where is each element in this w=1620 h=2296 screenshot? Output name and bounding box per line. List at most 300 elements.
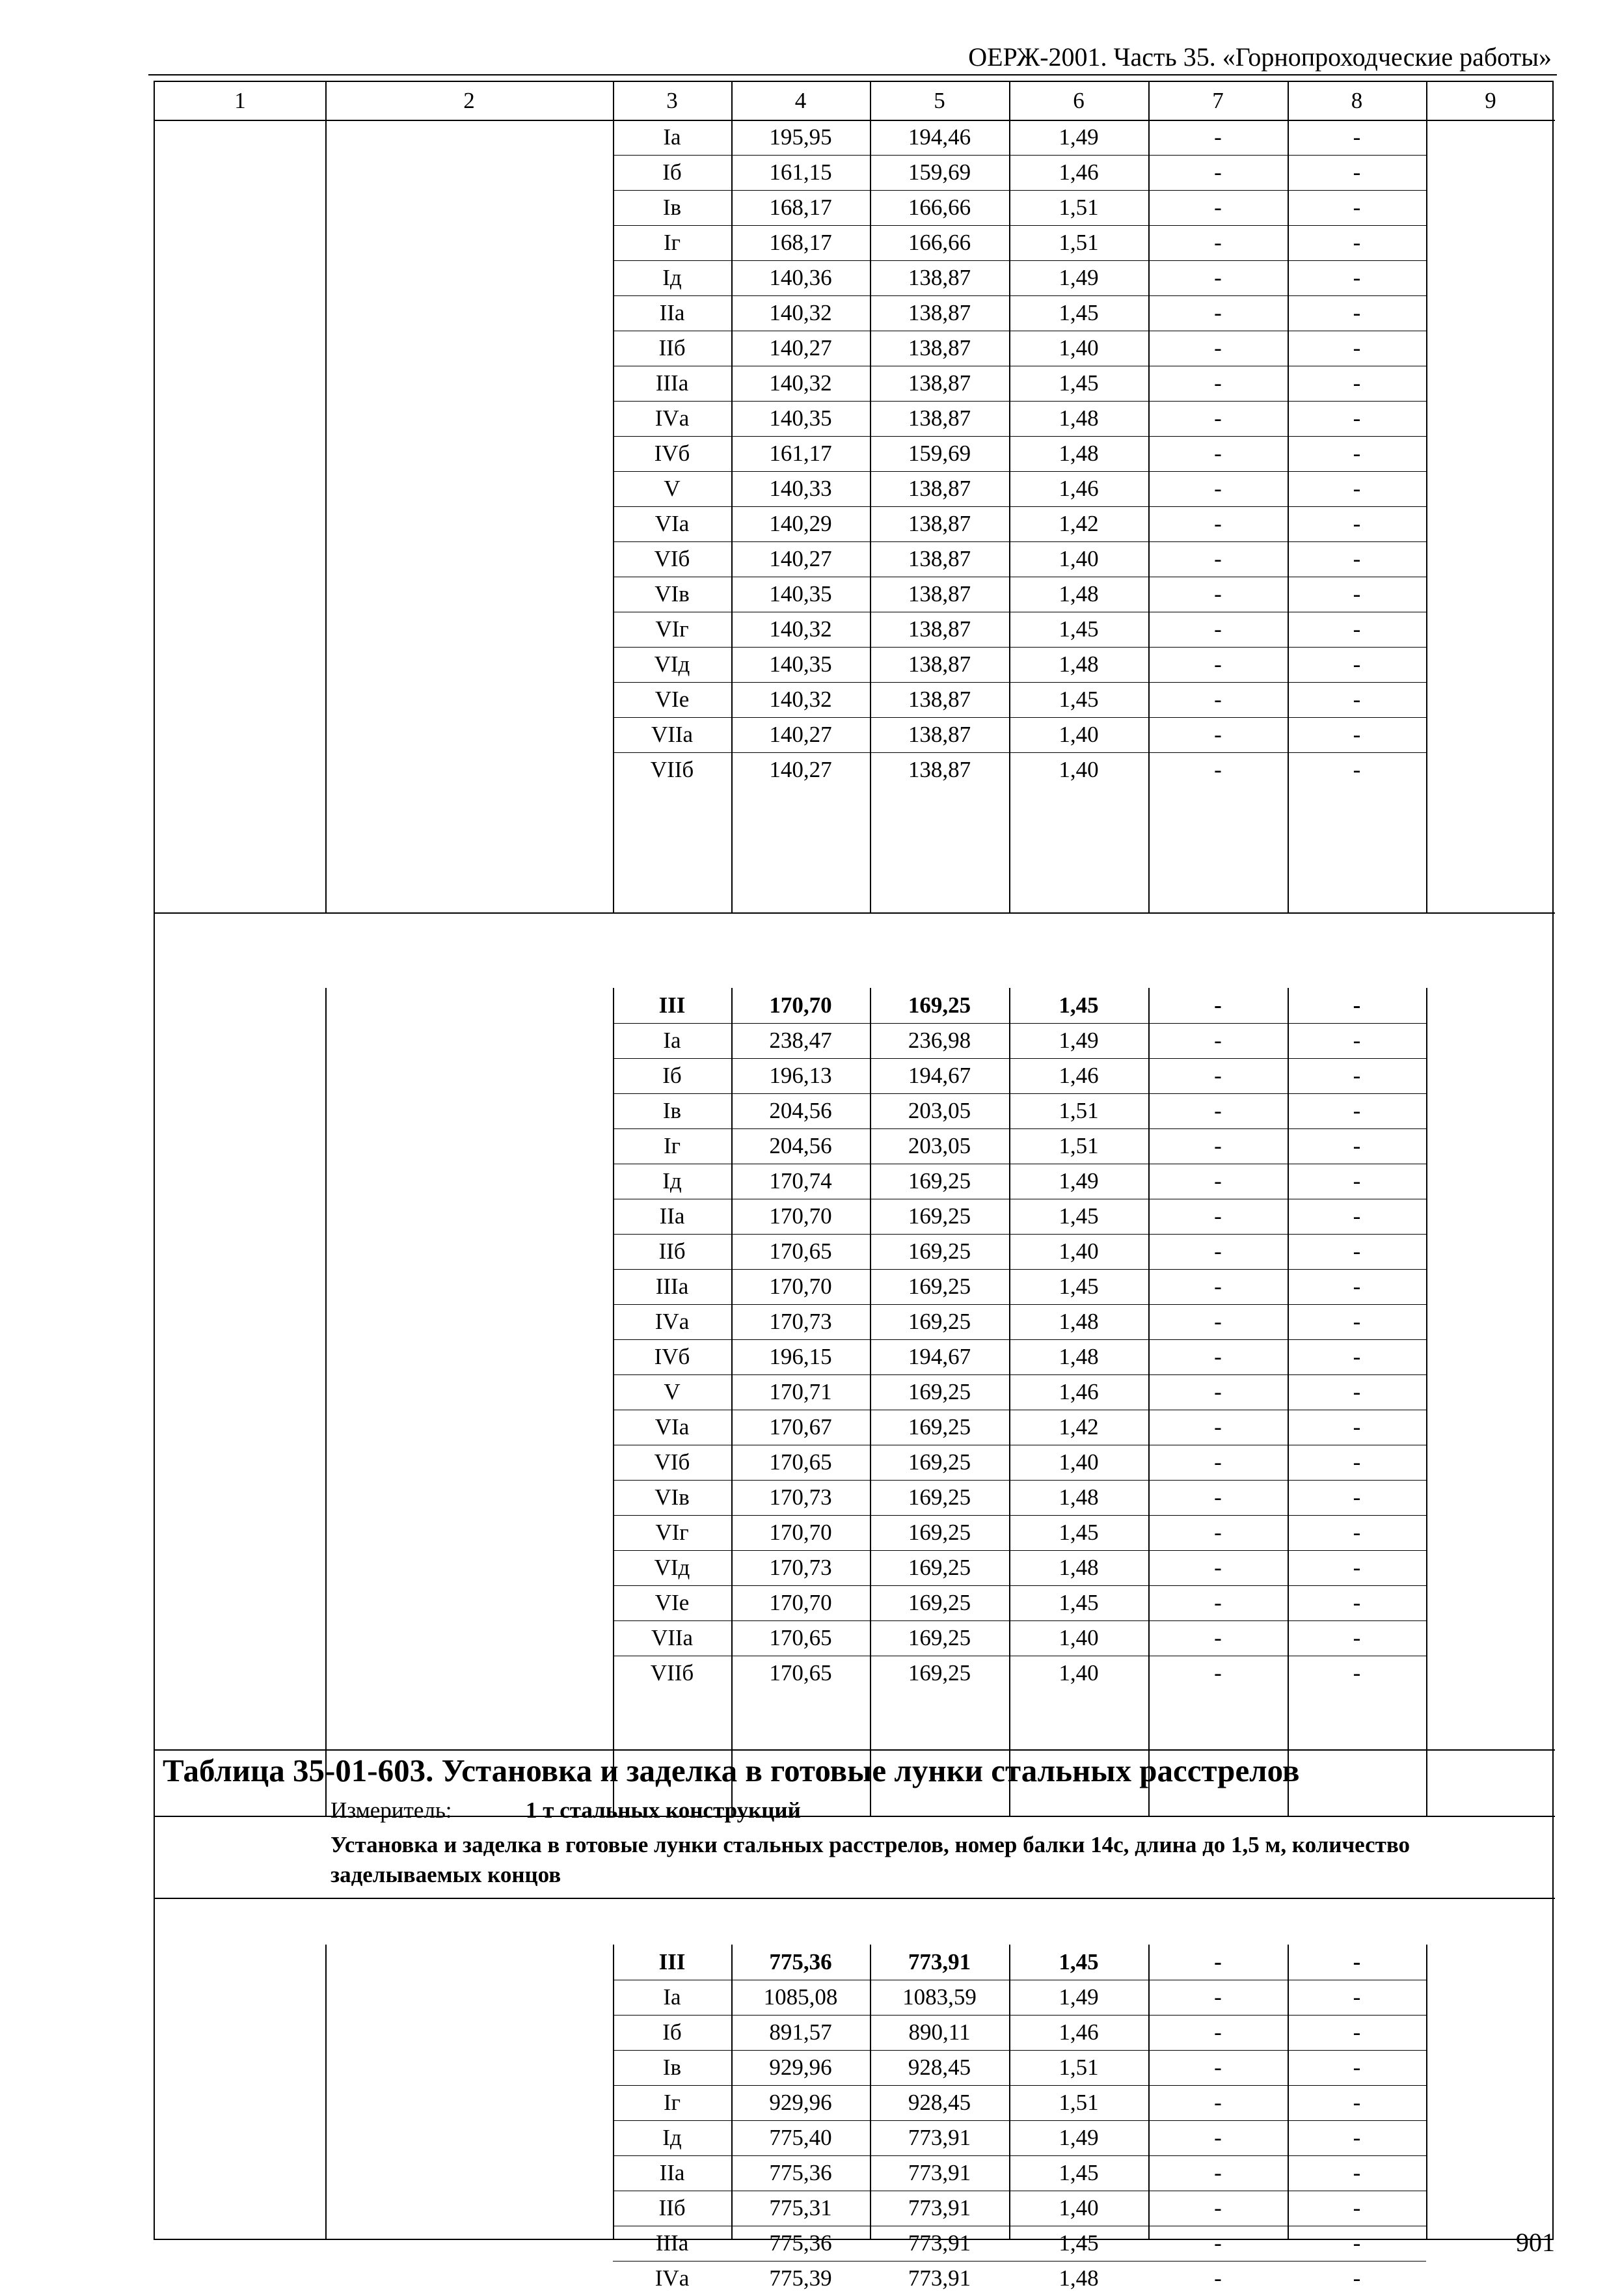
value-cell: - xyxy=(1214,1063,1222,1088)
column-rule xyxy=(1426,120,1427,912)
zone-cell: VIIа xyxy=(651,1625,694,1650)
value-cell: - xyxy=(1353,1414,1361,1440)
value-cell: - xyxy=(1214,616,1222,642)
value-cell: 1,45 xyxy=(1059,616,1099,642)
value-cell: - xyxy=(1214,511,1222,536)
value-cell: - xyxy=(1214,2019,1222,2045)
value-cell: 1,51 xyxy=(1059,1133,1099,1158)
value-cell: - xyxy=(1353,616,1361,642)
value-cell: 170,70 xyxy=(769,1590,832,1615)
value-cell: 169,25 xyxy=(908,1520,971,1545)
value-cell: 204,56 xyxy=(769,1133,832,1158)
unit-value: 1 т стальных конструкций xyxy=(526,1797,801,1823)
value-cell: - xyxy=(1353,1484,1361,1510)
value-cell: 140,27 xyxy=(769,546,832,571)
value-cell: 929,96 xyxy=(769,2055,832,2080)
column-rule xyxy=(1009,1945,1010,2240)
column-rule xyxy=(870,82,871,120)
value-cell: 169,25 xyxy=(908,1590,971,1615)
value-cell: - xyxy=(1353,1590,1361,1615)
zone-cell: VIб xyxy=(654,546,690,571)
zone-cell: Iб xyxy=(662,2019,682,2045)
value-cell: - xyxy=(1353,2195,1361,2221)
value-cell: 196,15 xyxy=(769,1344,832,1369)
column-rule xyxy=(1426,82,1427,120)
column-rule xyxy=(325,120,327,912)
row-rule xyxy=(155,912,1555,914)
value-cell: - xyxy=(1214,1984,1222,2010)
value-cell: - xyxy=(1353,441,1361,466)
value-cell: 1,48 xyxy=(1059,2265,1099,2291)
zone-cell: IVа xyxy=(655,1309,690,1334)
value-cell: - xyxy=(1214,1520,1222,1545)
value-cell: - xyxy=(1353,300,1361,325)
value-cell: - xyxy=(1214,1309,1222,1334)
value-cell: - xyxy=(1353,2230,1361,2256)
value-cell: 1,49 xyxy=(1059,1028,1099,1053)
norms-table xyxy=(154,81,1554,2291)
value-cell: 168,17 xyxy=(769,230,832,255)
value-cell: 170,70 xyxy=(769,992,832,1018)
value-cell: 169,25 xyxy=(908,1625,971,1650)
value-cell: - xyxy=(1353,2090,1361,2115)
value-cell: - xyxy=(1353,2055,1361,2080)
value-cell: - xyxy=(1353,1660,1361,1686)
value-cell: - xyxy=(1353,1344,1361,1369)
value-cell: - xyxy=(1214,1555,1222,1580)
zone-cell: IIб xyxy=(658,2195,686,2221)
zone-cell: VIд xyxy=(654,1555,690,1580)
value-cell: - xyxy=(1214,405,1222,431)
value-cell: - xyxy=(1214,159,1222,185)
column-rule xyxy=(1009,988,1010,1816)
value-cell: 169,25 xyxy=(908,1484,971,1510)
value-cell: 775,39 xyxy=(769,2265,832,2291)
zone-cell: VIIб xyxy=(650,757,694,782)
value-cell: - xyxy=(1353,1984,1361,2010)
column-rule xyxy=(1288,120,1289,912)
value-cell: - xyxy=(1353,230,1361,255)
value-cell: 773,91 xyxy=(908,1949,971,1975)
value-cell: 166,66 xyxy=(908,195,971,220)
value-cell: - xyxy=(1353,1520,1361,1545)
value-cell: 138,87 xyxy=(908,405,971,431)
column-number: 2 xyxy=(463,88,475,113)
column-rule xyxy=(613,988,614,1816)
value-cell: 236,98 xyxy=(908,1028,971,1053)
zone-cell: IVб xyxy=(654,441,690,466)
column-rule xyxy=(731,988,733,1816)
value-cell: - xyxy=(1214,265,1222,290)
value-cell: 170,65 xyxy=(769,1625,832,1650)
value-cell: 1,48 xyxy=(1059,1555,1099,1580)
value-cell: - xyxy=(1353,405,1361,431)
zone-cell: VIа xyxy=(655,1414,690,1440)
column-rule xyxy=(731,1945,733,2240)
value-cell: 138,87 xyxy=(908,546,971,571)
value-cell: - xyxy=(1214,476,1222,501)
value-cell: - xyxy=(1214,124,1222,150)
value-cell: - xyxy=(1353,1379,1361,1404)
value-cell: 1,40 xyxy=(1059,757,1099,782)
row-rule xyxy=(155,1749,1555,1751)
value-cell: 138,87 xyxy=(908,335,971,361)
value-cell: 1,45 xyxy=(1059,2230,1099,2256)
value-cell: 1,42 xyxy=(1059,1414,1099,1440)
value-cell: 773,91 xyxy=(908,2125,971,2150)
value-cell: 138,87 xyxy=(908,722,971,747)
value-cell: 169,25 xyxy=(908,1309,971,1334)
column-number: 3 xyxy=(666,88,678,113)
value-cell: 1,40 xyxy=(1059,1238,1099,1264)
value-cell: - xyxy=(1214,1274,1222,1299)
zone-cell: Iв xyxy=(662,2055,682,2080)
value-cell: 1083,59 xyxy=(902,1984,977,2010)
work-description: Установка и заделка в готовые лунки стальных расстрелов, номер балки 14с, длина до 1,5 м, количество заделываемых концов xyxy=(331,1832,1411,1887)
header-rule xyxy=(148,74,1557,75)
value-cell: 138,87 xyxy=(908,265,971,290)
value-cell: - xyxy=(1353,581,1361,607)
value-cell: 1,49 xyxy=(1059,124,1099,150)
value-cell: - xyxy=(1214,1660,1222,1686)
value-cell: 138,87 xyxy=(908,511,971,536)
value-cell: - xyxy=(1353,511,1361,536)
value-cell: 168,17 xyxy=(769,195,832,220)
column-number: 4 xyxy=(794,88,807,113)
value-cell: - xyxy=(1214,687,1222,712)
value-cell: - xyxy=(1353,159,1361,185)
zone-cell: Iб xyxy=(662,1063,682,1088)
value-cell: - xyxy=(1214,195,1222,220)
value-cell: 159,69 xyxy=(908,441,971,466)
value-cell: - xyxy=(1353,2265,1361,2291)
value-cell: 140,35 xyxy=(769,651,832,677)
value-cell: 140,35 xyxy=(769,405,832,431)
zone-cell: VIб xyxy=(654,1449,690,1475)
column-number: 8 xyxy=(1351,88,1363,113)
value-cell: 773,91 xyxy=(908,2265,971,2291)
page-header: ОЕРЖ-2001. Часть 35. «Горнопроходческие работы» xyxy=(968,42,1552,72)
zone-cell: IIа xyxy=(659,300,685,325)
column-rule xyxy=(870,988,871,1816)
zone-cell: IIа xyxy=(659,2160,685,2185)
value-cell: 773,91 xyxy=(908,2230,971,2256)
zone-cell: V xyxy=(664,1379,681,1404)
value-cell: - xyxy=(1214,1344,1222,1369)
value-cell: 203,05 xyxy=(908,1098,971,1123)
column-rule xyxy=(613,120,614,912)
value-cell: 140,32 xyxy=(769,687,832,712)
value-cell: - xyxy=(1353,1168,1361,1194)
value-cell: 1,42 xyxy=(1059,511,1099,536)
value-cell: 775,31 xyxy=(769,2195,832,2221)
value-cell: 1,48 xyxy=(1059,441,1099,466)
value-cell: - xyxy=(1214,1625,1222,1650)
value-cell: 138,87 xyxy=(908,581,971,607)
value-cell: 195,95 xyxy=(769,124,832,150)
zone-cell: Iд xyxy=(662,2125,682,2150)
value-cell: 170,73 xyxy=(769,1555,832,1580)
value-cell: 1,45 xyxy=(1059,687,1099,712)
value-cell: 138,87 xyxy=(908,687,971,712)
value-cell: - xyxy=(1214,2125,1222,2150)
value-cell: 1,51 xyxy=(1059,230,1099,255)
value-cell: 169,25 xyxy=(908,1414,971,1440)
value-cell: 138,87 xyxy=(908,300,971,325)
value-cell: - xyxy=(1353,1309,1361,1334)
value-cell: 1,40 xyxy=(1059,2195,1099,2221)
value-cell: - xyxy=(1353,2125,1361,2150)
value-cell: - xyxy=(1214,992,1222,1018)
value-cell: 1,40 xyxy=(1059,1449,1099,1475)
value-cell: - xyxy=(1214,2195,1222,2221)
value-cell: 166,66 xyxy=(908,230,971,255)
column-rule xyxy=(1148,82,1150,120)
zone-cell: IVб xyxy=(654,1344,690,1369)
value-cell: - xyxy=(1353,651,1361,677)
value-cell: 1,40 xyxy=(1059,722,1099,747)
value-cell: 1,45 xyxy=(1059,1203,1099,1229)
value-cell: 1,48 xyxy=(1059,651,1099,677)
value-cell: - xyxy=(1214,1133,1222,1158)
zone-cell: Iа xyxy=(663,1984,681,2010)
column-rule xyxy=(870,120,871,912)
value-cell: 238,47 xyxy=(769,1028,832,1053)
value-cell: 775,36 xyxy=(769,2230,832,2256)
value-cell: 1,46 xyxy=(1059,476,1099,501)
zone-cell: IVа xyxy=(655,2265,690,2291)
value-cell: 891,57 xyxy=(769,2019,832,2045)
value-cell: - xyxy=(1353,1625,1361,1650)
value-cell: - xyxy=(1214,335,1222,361)
value-cell: 1,51 xyxy=(1059,195,1099,220)
value-cell: - xyxy=(1214,2090,1222,2115)
value-cell: 170,70 xyxy=(769,1203,832,1229)
value-cell: - xyxy=(1214,1028,1222,1053)
value-cell: 138,87 xyxy=(908,370,971,396)
value-cell: - xyxy=(1353,757,1361,782)
value-cell: 140,29 xyxy=(769,511,832,536)
column-rule xyxy=(325,988,327,1816)
value-cell: 194,67 xyxy=(908,1344,971,1369)
value-cell: 1,48 xyxy=(1059,405,1099,431)
value-cell: 196,13 xyxy=(769,1063,832,1088)
value-cell: - xyxy=(1214,1484,1222,1510)
row-rule xyxy=(155,1816,1555,1817)
value-cell: 138,87 xyxy=(908,616,971,642)
zone-cell: VIIб xyxy=(650,1660,694,1686)
value-cell: - xyxy=(1353,124,1361,150)
value-cell: 169,25 xyxy=(908,1379,971,1404)
zone-cell: VIе xyxy=(655,1590,690,1615)
zone-cell: VIг xyxy=(655,1520,689,1545)
unit-label: Измеритель: xyxy=(331,1797,452,1823)
value-cell: - xyxy=(1353,1555,1361,1580)
value-cell: - xyxy=(1214,581,1222,607)
zone-cell: Iг xyxy=(663,2090,681,2115)
zone-cell: IIIа xyxy=(655,370,689,396)
zone-cell: IIб xyxy=(658,335,686,361)
zone-cell: IVа xyxy=(655,405,690,431)
value-cell: 775,36 xyxy=(769,2160,832,2185)
column-number: 5 xyxy=(934,88,945,113)
value-cell: 170,67 xyxy=(769,1414,832,1440)
value-cell: - xyxy=(1214,546,1222,571)
value-cell: - xyxy=(1214,1449,1222,1475)
zone-cell: Iб xyxy=(662,159,682,185)
value-cell: 169,25 xyxy=(908,1238,971,1264)
value-cell: - xyxy=(1353,546,1361,571)
column-rule xyxy=(325,1945,327,2240)
value-cell: 170,74 xyxy=(769,1168,832,1194)
value-cell: 1,46 xyxy=(1059,1379,1099,1404)
value-cell: 1,40 xyxy=(1059,546,1099,571)
zone-cell: VIд xyxy=(654,651,690,677)
value-cell: 1,45 xyxy=(1059,370,1099,396)
zone-cell: Iв xyxy=(662,1098,682,1123)
value-cell: 1,48 xyxy=(1059,1484,1099,1510)
value-cell: 140,36 xyxy=(769,265,832,290)
value-cell: 169,25 xyxy=(908,1449,971,1475)
column-rule xyxy=(1288,1945,1289,2240)
value-cell: - xyxy=(1214,651,1222,677)
value-cell: 170,73 xyxy=(769,1484,832,1510)
value-cell: 1,51 xyxy=(1059,1098,1099,1123)
column-rule xyxy=(731,120,733,912)
value-cell: - xyxy=(1353,265,1361,290)
value-cell: 928,45 xyxy=(908,2055,971,2080)
value-cell: 1,40 xyxy=(1059,335,1099,361)
value-cell: - xyxy=(1214,2160,1222,2185)
value-cell: - xyxy=(1214,1379,1222,1404)
value-cell: 1,45 xyxy=(1059,1949,1099,1975)
value-cell: 138,87 xyxy=(908,757,971,782)
value-cell: - xyxy=(1214,2055,1222,2080)
value-cell: 1,45 xyxy=(1059,300,1099,325)
value-cell: 169,25 xyxy=(908,1660,971,1686)
value-cell: 161,15 xyxy=(769,159,832,185)
value-cell: 170,65 xyxy=(769,1238,832,1264)
zone-cell: Iв xyxy=(662,195,682,220)
value-cell: 1,45 xyxy=(1059,2160,1099,2185)
value-cell: 140,35 xyxy=(769,581,832,607)
zone-cell: IIIа xyxy=(655,1274,689,1299)
column-rule xyxy=(1148,988,1150,1816)
value-cell: - xyxy=(1214,1949,1222,1975)
zone-cell: VIг xyxy=(655,616,689,642)
value-cell: - xyxy=(1353,992,1361,1018)
value-cell: - xyxy=(1353,2019,1361,2045)
value-cell: 140,32 xyxy=(769,370,832,396)
value-cell: 169,25 xyxy=(908,1274,971,1299)
value-cell: 159,69 xyxy=(908,159,971,185)
value-cell: 140,32 xyxy=(769,616,832,642)
value-cell: 170,70 xyxy=(769,1520,832,1545)
value-cell: - xyxy=(1214,1590,1222,1615)
zone-cell: IIIа xyxy=(655,2230,689,2256)
value-cell: 929,96 xyxy=(769,2090,832,2115)
column-rule xyxy=(1009,120,1010,912)
value-cell: 890,11 xyxy=(908,2019,971,2045)
column-rule xyxy=(1148,1945,1150,2240)
value-cell: 170,65 xyxy=(769,1449,832,1475)
value-cell: - xyxy=(1353,2160,1361,2185)
value-cell: 1,49 xyxy=(1059,265,1099,290)
table-title: Таблица 35-01-603. Установка и заделка в готовые лунки стальных расстрелов xyxy=(163,1753,1300,1788)
column-rule xyxy=(325,82,327,120)
value-cell: 140,27 xyxy=(769,722,832,747)
value-cell: 1,49 xyxy=(1059,1984,1099,2010)
value-cell: 140,32 xyxy=(769,300,832,325)
column-rule xyxy=(1009,82,1010,120)
zone-cell: VIа xyxy=(655,511,690,536)
value-cell: - xyxy=(1214,1168,1222,1194)
zone-cell: VIIа xyxy=(651,722,694,747)
value-cell: - xyxy=(1214,722,1222,747)
zone-cell: VIе xyxy=(655,687,690,712)
value-cell: 194,46 xyxy=(908,124,971,150)
value-cell: 170,71 xyxy=(769,1379,832,1404)
value-cell: 1,46 xyxy=(1059,1063,1099,1088)
value-cell: 1,51 xyxy=(1059,2055,1099,2080)
column-rule xyxy=(1426,988,1427,1816)
value-cell: 775,40 xyxy=(769,2125,832,2150)
value-cell: 169,25 xyxy=(908,1555,971,1580)
value-cell: - xyxy=(1214,441,1222,466)
value-cell: 169,25 xyxy=(908,1203,971,1229)
value-cell: - xyxy=(1353,1098,1361,1123)
value-cell: 1,49 xyxy=(1059,2125,1099,2150)
value-cell: - xyxy=(1214,2230,1222,2256)
value-cell: - xyxy=(1353,1203,1361,1229)
value-cell: 1,45 xyxy=(1059,1520,1099,1545)
value-cell: 773,91 xyxy=(908,2195,971,2221)
column-number: 9 xyxy=(1485,88,1496,113)
value-cell: - xyxy=(1214,1238,1222,1264)
value-cell: 1,49 xyxy=(1059,1168,1099,1194)
value-cell: - xyxy=(1214,2265,1222,2291)
value-cell: 1,45 xyxy=(1059,1274,1099,1299)
column-number: 6 xyxy=(1073,88,1085,113)
value-cell: 169,25 xyxy=(908,992,971,1018)
column-number: 7 xyxy=(1212,88,1224,113)
value-cell: - xyxy=(1214,1414,1222,1440)
zone-cell: Iа xyxy=(663,124,681,150)
column-rule xyxy=(613,82,614,120)
value-cell: - xyxy=(1353,335,1361,361)
value-cell: 203,05 xyxy=(908,1133,971,1158)
column-rule xyxy=(870,1945,871,2240)
column-rule xyxy=(613,1945,614,2240)
value-cell: - xyxy=(1353,1274,1361,1299)
value-cell: - xyxy=(1353,722,1361,747)
value-cell: - xyxy=(1214,757,1222,782)
value-cell: - xyxy=(1214,370,1222,396)
value-cell: 161,17 xyxy=(769,441,832,466)
value-cell: 138,87 xyxy=(908,651,971,677)
column-rule xyxy=(1288,988,1289,1816)
zone-cell: Iг xyxy=(663,230,681,255)
value-cell: 194,67 xyxy=(908,1063,971,1088)
value-cell: 169,25 xyxy=(908,1168,971,1194)
value-cell: - xyxy=(1353,1238,1361,1264)
value-cell: - xyxy=(1353,687,1361,712)
value-cell: 138,87 xyxy=(908,476,971,501)
zone-cell: III xyxy=(658,1949,686,1975)
zone-cell: Iг xyxy=(663,1133,681,1158)
value-cell: - xyxy=(1353,476,1361,501)
value-cell: 170,70 xyxy=(769,1274,832,1299)
